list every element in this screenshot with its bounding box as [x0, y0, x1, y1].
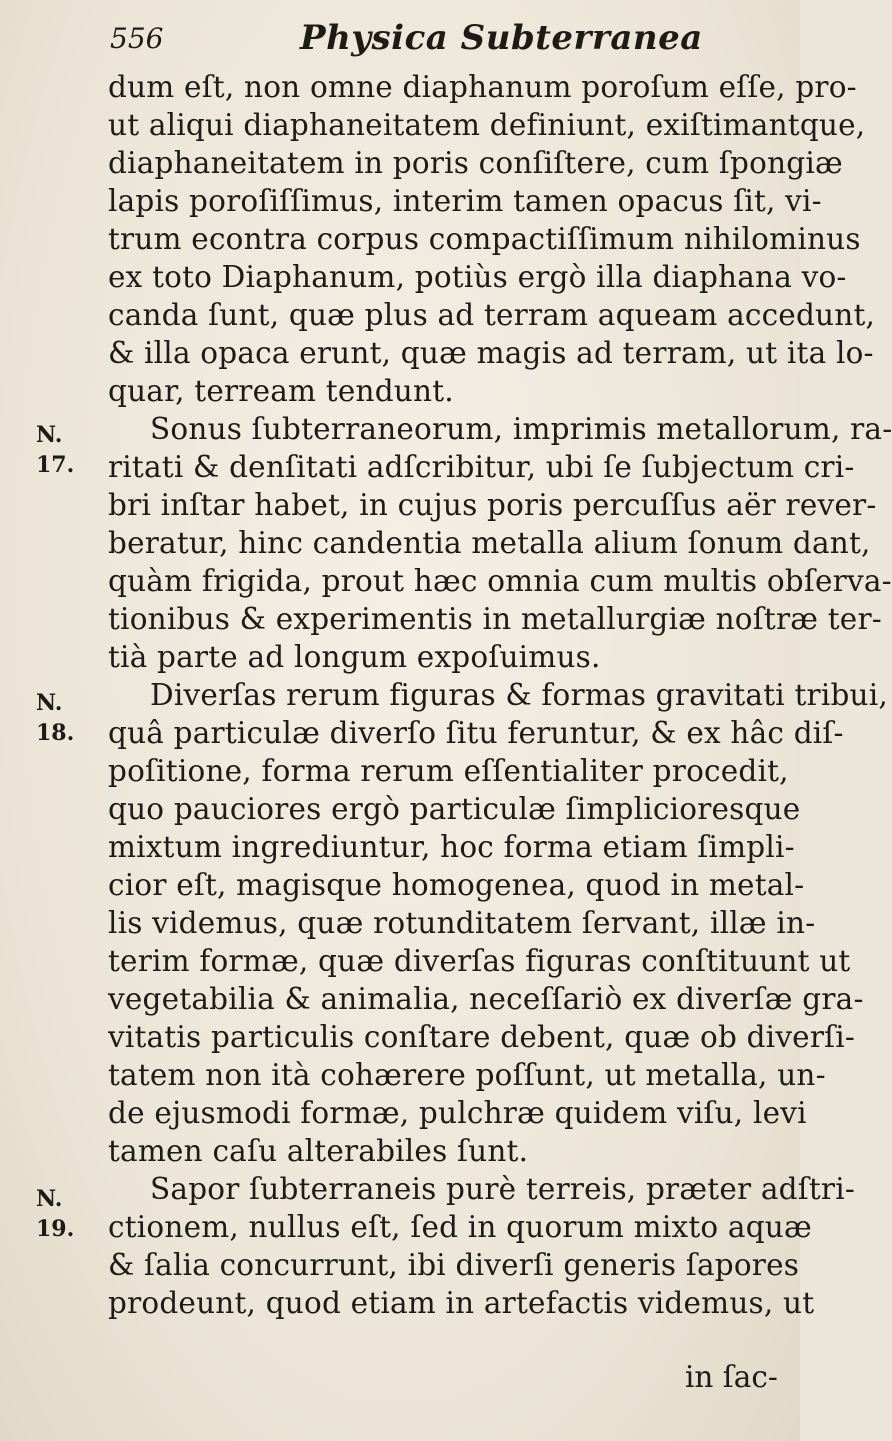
paragraph-start-line: Sonus ſubterraneorum, imprimis metallorum, ra- — [150, 412, 892, 446]
text-line: ritati & denſitati adſcribitur, ubi ſe ſubjectum cri- — [108, 450, 855, 484]
text-line: terim formæ, quæ diverſas figuras conſtituunt ut — [108, 944, 851, 978]
text-line: prodeunt, quod etiam in artefactis videmus, ut — [108, 1286, 815, 1320]
paragraph-start-line: Diverſas rerum figuras & formas gravitati tribui, — [150, 678, 888, 712]
text-line: diaphaneitatem in poris conſiſtere, cum ſpongiæ — [108, 146, 843, 180]
text-line: & illa opaca erunt, quæ magis ad terram, ut ita lo- — [108, 336, 874, 370]
text-line: ctionem, nullus eſt, ſed in quorum mixto aquæ — [108, 1210, 812, 1244]
margin-note-19 — [36, 1184, 76, 1244]
text-line: bri inſtar habet, in cujus poris percuſſus aër rever- — [108, 488, 877, 522]
paragraph-start-line: Sapor ſubterraneis purè terreis, præter adſtri- — [150, 1172, 856, 1206]
margin-note-17 — [36, 420, 76, 480]
text-line: tatem non ità cohærere poſſunt, ut metalla, un- — [108, 1058, 826, 1092]
margin-note-label: N. — [36, 422, 63, 448]
margin-note-number: 17. — [36, 452, 75, 478]
margin-note-18 — [36, 688, 76, 748]
text-line: de ejusmodi formæ, pulchræ quidem viſu, levi — [108, 1096, 807, 1130]
text-line: ut aliqui diaphaneitatem definiunt, exiſtimantque, — [108, 108, 866, 142]
text-line: trum econtra corpus compactiſſimum nihilominus — [108, 222, 861, 256]
margin-note-label: N. — [36, 1186, 63, 1212]
text-line: quâ particulæ diverſo ſitu feruntur, & ex hâc diſ- — [108, 716, 844, 750]
text-line: dum eſt, non omne diaphanum poroſum eſſe, pro- — [108, 70, 857, 104]
text-line: cior eſt, magisque homogenea, quod in metal- — [108, 868, 805, 902]
margin-note-number: 18. — [36, 720, 75, 746]
text-line: lis videmus, quæ rotunditatem ſervant, illæ in- — [108, 906, 816, 940]
text-line: vegetabilia & animalia, neceſſariò ex diverſæ gra- — [108, 982, 864, 1016]
text-line: tamen caſu alterabiles ſunt. — [108, 1134, 529, 1168]
catchword: in ſac- — [685, 1360, 778, 1394]
text-line: & ſalia concurrunt, ibi diverſi generis ſapores — [108, 1248, 800, 1282]
text-line: beratur, hinc candentia metalla alium ſonum dant, — [108, 526, 871, 560]
text-line: quàm frigida, prout hæc omnia cum multis obſerva- — [108, 564, 892, 598]
page-header — [0, 10, 800, 62]
page-number: 556 — [110, 22, 164, 55]
text-line: poſitione, forma rerum eſſentialiter procedit, — [108, 754, 789, 788]
running-head: Physica Subterranea — [300, 18, 703, 58]
text-line: tià parte ad longum expoſuimus. — [108, 640, 601, 674]
text-line: quo pauciores ergò particulæ ſimplicioresque — [108, 792, 801, 826]
body-text — [108, 68, 892, 1322]
text-line: mixtum ingrediuntur, hoc forma etiam ſimpli- — [108, 830, 795, 864]
margin-note-label: N. — [36, 690, 63, 716]
text-line: vitatis particulis conſtare debent, quæ ob diverſi- — [108, 1020, 856, 1054]
text-line: canda ſunt, quæ plus ad terram aqueam accedunt, — [108, 298, 876, 332]
margin-note-number: 19. — [36, 1216, 75, 1242]
text-line: lapis poroſiſſimus, interim tamen opacus ſit, vi- — [108, 184, 822, 218]
text-line: ex toto Diaphanum, potiùs ergò illa diaphana vo- — [108, 260, 847, 294]
text-line: tionibus & experimentis in metallurgiæ noſtræ ter- — [108, 602, 882, 636]
text-line: quar, terream tendunt. — [108, 374, 454, 408]
